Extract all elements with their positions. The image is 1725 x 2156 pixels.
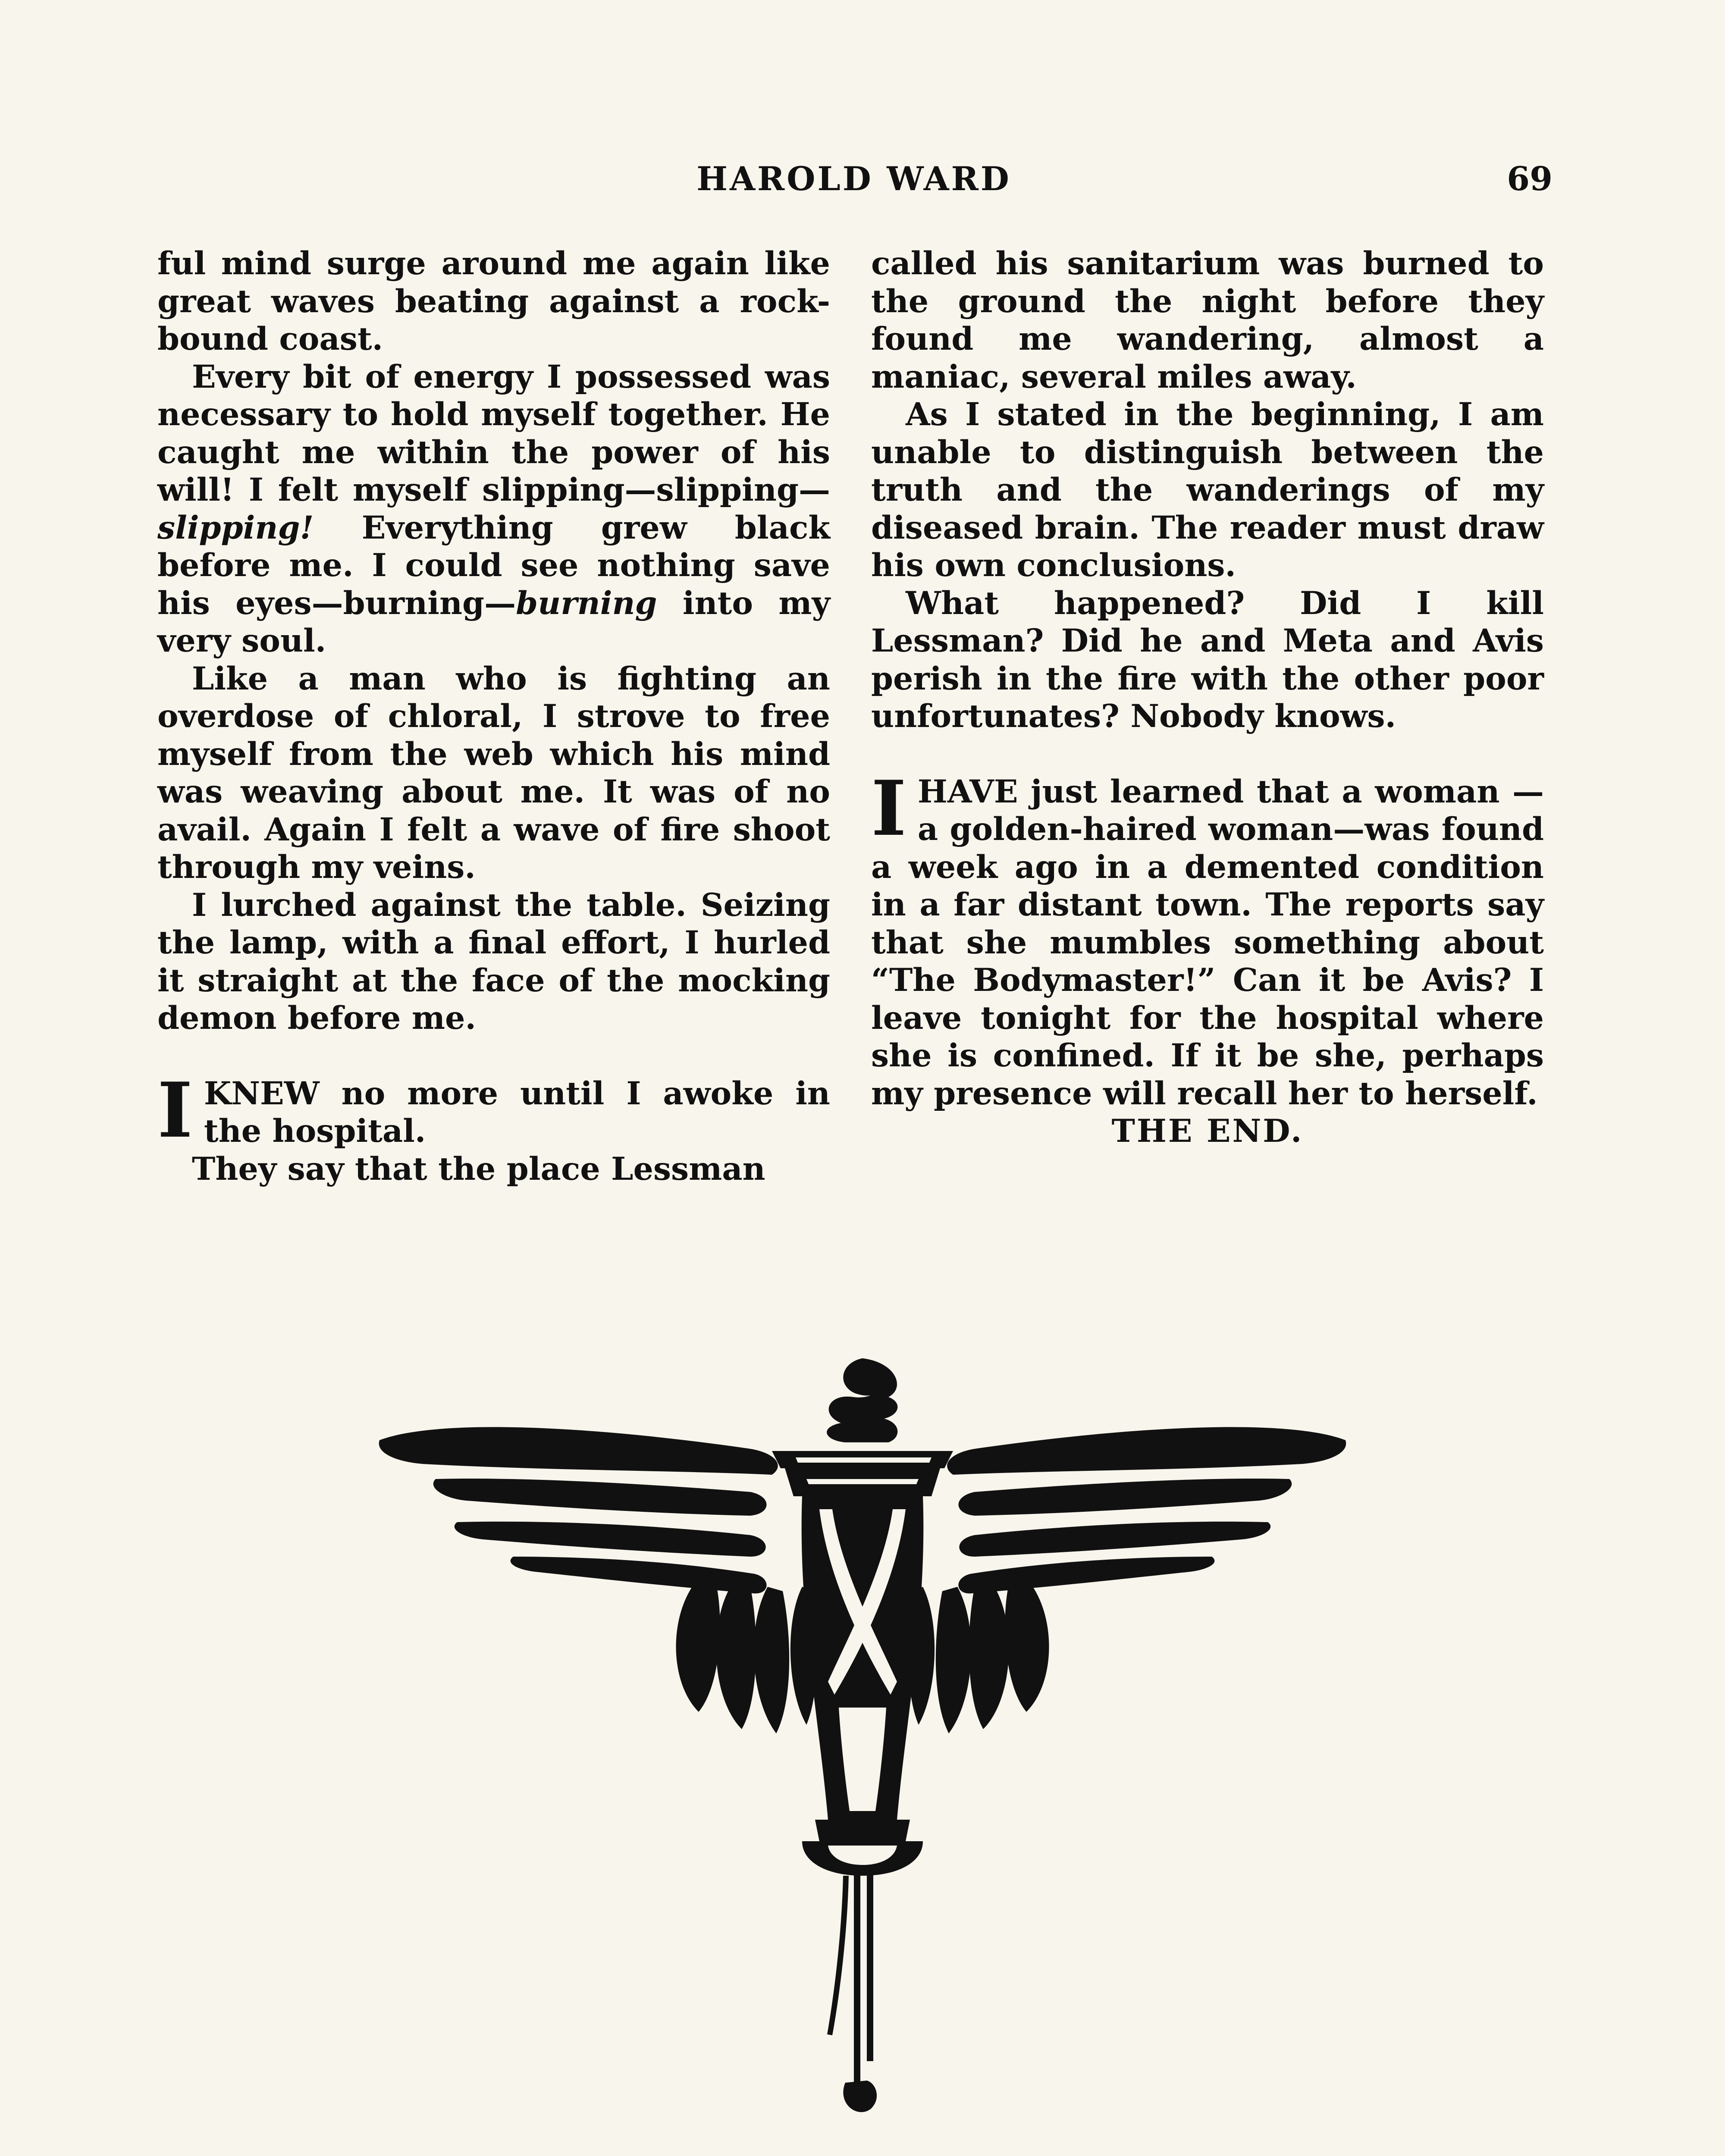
paragraph: I lurched against the table. Seizing the lamp, with a final effort, I hurled it straight at the face of the mocking demon before me. [157, 886, 830, 1037]
text-run: into my very soul. [157, 584, 830, 659]
drop-cap: I [871, 764, 906, 853]
text-run: Everything grew black before me. I could see nothing save his eyes—burning— [157, 509, 830, 622]
italic-text: slipping! [157, 509, 314, 546]
text-run: KNEW no more until I awoke in the hospital. [204, 1075, 830, 1150]
paragraph [157, 358, 830, 660]
paragraph: What happened? Did I kill Lessman? Did he and Meta and Avis perish in the fire with the other poor unfortunates? Nobody knows. [871, 584, 1544, 735]
text-run: Every bit of energy I possessed was necessary to hold myself together. He caught me within the power of his will! I felt myself slipping—slipping— [157, 358, 830, 508]
running-header [155, 160, 1552, 207]
text-run: HAVE just learned that a woman —a golden-haired woman—was found a week ago in a demented condition in a far distant town. The reports say that she mumbles something about “The Bodymaster!” Can it be Avis? I leave tonight for the hospital where she is confined. If it be she, perhaps my presence will recall her to herself. [871, 773, 1544, 1112]
paragraph-dropcap [157, 1066, 830, 1155]
the-end-label: THE END. [1111, 1112, 1304, 1150]
paragraph-dropcap [871, 764, 1544, 1113]
paragraph: called his sanitarium was burned to the ground the night before they found me wandering, almost a maniac, several miles away. [871, 245, 1544, 395]
paragraph: Like a man who is fighting an overdose of chloral, I strove to free myself from the web which his mind was weaving about me. It was of no avail. Again I felt a wave of fire shoot through my veins. [157, 660, 830, 886]
drop-cap: I [157, 1066, 193, 1155]
left-column [157, 245, 830, 1188]
winged-torch-icon [371, 1354, 1354, 2122]
right-column [871, 245, 1544, 1150]
italic-text: burning [516, 584, 657, 622]
page-number: 69 [1507, 160, 1552, 198]
paragraph: As I stated in the beginning, I am unable to distinguish between the truth and the wanderings of my diseased brain. The reader must draw his own conclusions. [871, 396, 1544, 584]
paragraph: ful mind surge around me again like great waves beating against a rock-bound coast. [157, 245, 830, 357]
paragraph: They say that the place Lessman [192, 1150, 765, 1188]
running-head-author: HAROLD WARD [696, 160, 1011, 198]
